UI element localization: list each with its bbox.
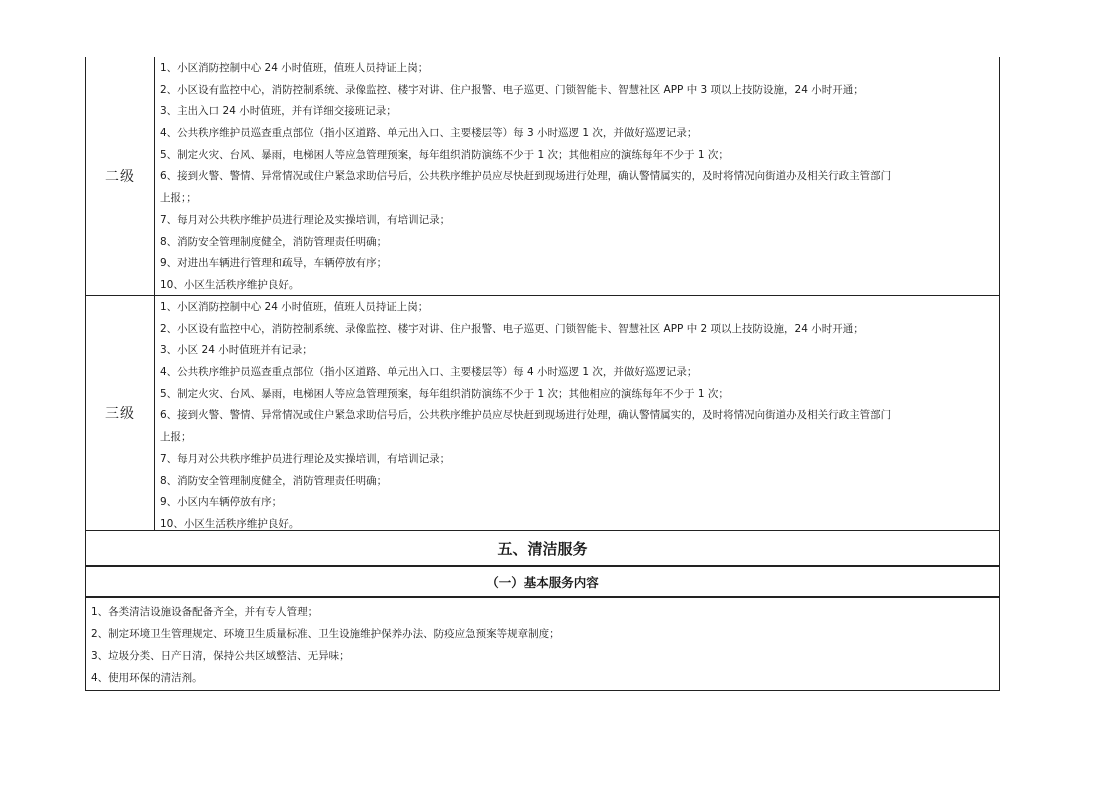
grade-two-item: 上报；； [160,192,197,205]
grade-three-item: 6、接到火警、警情、异常情况或住户紧急求助信号后，公共秩序维护员应尽快赶到现场进行处理，确认警情属实的，及时将情况向街道办及相关行政主管部门 [160,409,892,422]
grade-two-item: 5、制定火灾、台风、暴雨，电梯困人等应急管理预案，每年组织消防演练不少于 1 次；其他相应的演练每年不少于 1 次； [160,148,729,161]
grade-two-items [154,57,999,295]
grade-three-item: 10、小区生活秩序维护良好。 [160,517,300,530]
basic-service-list [85,597,1000,691]
grade-two-row [85,57,1000,296]
grade-two-item: 3、主出入口 24 小时值班，并有详细交接班记录； [160,105,397,118]
grade-three-row [85,296,1000,531]
grade-two-item: 1、小区消防控制中心 24 小时值班，值班人员持证上岗； [160,62,429,74]
grade-three-item: 8、消防安全管理制度健全，消防管理责任明确； [160,474,388,487]
grade-three-item: 5、制定火灾、台风、暴雨，电梯困人等应急管理预案，每年组织消防演练不少于 1 次；其他相应的演练每年不少于 1 次； [160,387,729,400]
basic-service-item: 2、制定环境卫生管理规定、环境卫生质量标准、卫生设施维护保养办法、防疫应急预案等规章制度； [91,628,560,640]
grade-three-item: 7、每月对公共秩序维护员进行理论及实操培训，有培训记录； [160,452,451,465]
grade-three-items [154,296,999,530]
basic-service-item: 1、各类清洁设施设备配备齐全，并有专人管理； [91,606,319,618]
section-subtitle: （一）基本服务内容 [85,566,1000,597]
grade-two-item: 9、对进出车辆进行管理和疏导，车辆停放有序； [160,257,388,270]
grade-two-item: 6、接到火警、警情、异常情况或住户紧急求助信号后，公共秩序维护员应尽快赶到现场进行处理，确认警情属实的，及时将情况向街道办及相关行政主管部门 [160,170,892,183]
grade-two-item: 4、公共秩序维护员巡查重点部位（指小区道路、单元出入口、主要楼层等）每 3 小时巡逻 1 次，并做好巡逻记录； [160,127,698,140]
section-title: 五、清洁服务 [85,531,1000,566]
grade-three-label: 三级 [86,296,155,530]
grade-three-item: 2、小区设有监控中心，消防控制系统、录像监控、楼宇对讲、住户报警、电子巡更、门锁智能卡、智慧社区 APP 中 2 项以上技防设施，24 小时开通； [160,322,864,335]
grade-two-item: 10、小区生活秩序维护良好。 [160,278,300,291]
grade-three-item: 1、小区消防控制中心 24 小时值班，值班人员持证上岗； [160,301,429,313]
grade-two-label: 二级 [86,57,155,295]
basic-service-item: 4、使用环保的清洁剂。 [91,672,203,684]
grade-three-item: 9、小区内车辆停放有序； [160,496,283,509]
grade-two-item: 8、消防安全管理制度健全，消防管理责任明确； [160,235,388,248]
grade-two-item: 2、小区设有监控中心，消防控制系统、录像监控、楼宇对讲、住户报警、电子巡更、门锁智能卡、智慧社区 APP 中 3 项以上技防设施，24 小时开通； [160,83,864,96]
grade-three-item: 上报； [160,431,192,444]
grade-two-item: 7、每月对公共秩序维护员进行理论及实操培训，有培训记录； [160,213,451,226]
basic-service-item: 3、垃圾分类、日产日清，保持公共区域整洁、无异味； [91,650,350,662]
grade-three-item: 4、公共秩序维护员巡查重点部位（指小区道路、单元出入口、主要楼层等）每 4 小时巡逻 1 次，并做好巡逻记录； [160,366,698,379]
grade-three-item: 3、小区 24 小时值班并有记录； [160,344,313,357]
